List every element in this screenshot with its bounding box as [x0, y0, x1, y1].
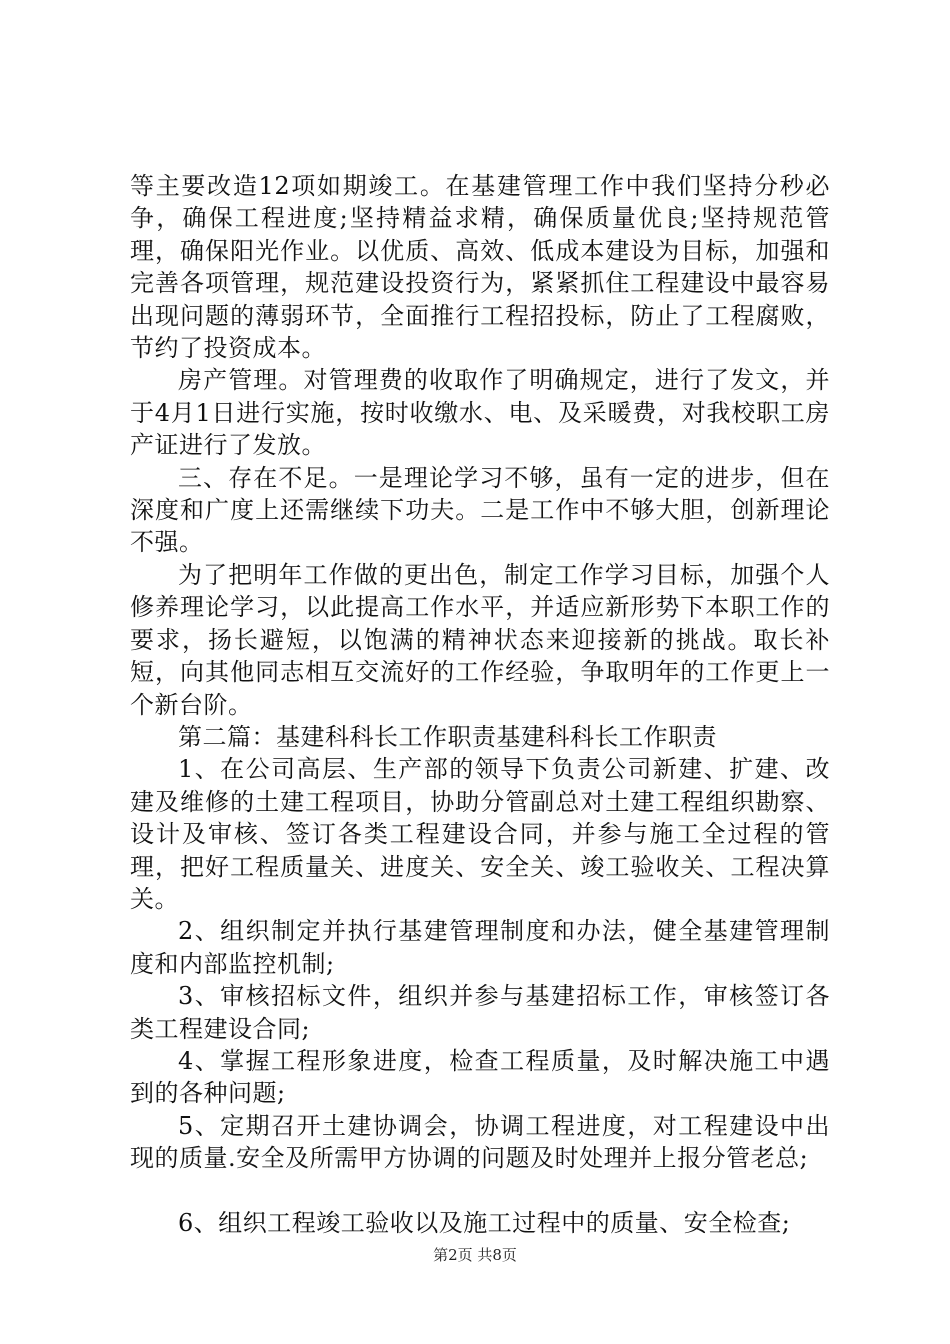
- duty-item-2: 2、组织制定并执行基建管理制度和办法，健全基建管理制度和内部监控机制;: [130, 917, 830, 978]
- duty-item-6: 6、组织工程竣工验收以及施工过程中的质量、安全检查;: [178, 1208, 791, 1237]
- paragraph-shortcomings: 三、存在不足。一是理论学习不够，虽有一定的进步，但在深度和广度上还需继续下功夫。二是工作中不够大胆，创新理论不强。: [130, 463, 830, 557]
- document-body: [130, 170, 830, 1239]
- duty-item-4: 4、掌握工程形象进度，检查工程质量，及时解决施工中遇到的各种问题;: [130, 1046, 830, 1108]
- page-number-label: 第2页 共8页: [433, 1246, 517, 1264]
- paragraph-property-management: 房产管理。对管理费的收取作了明确规定，进行了发文，并于4月1日进行实施，按时收缴水、电、及采暖费，对我校职工房产证进行了发放。: [130, 366, 830, 460]
- paragraph-next-year-goals: 为了把明年工作做的更出色，制定工作学习目标，加强个人修养理论学习，以此提高工作水平，并适应新形势下本职工作的要求，扬长避短，以饱满的精神状态来迎接新的挑战。取长补短，向其他同志相互交流好的工作经验，争取明年的工作更上一个新台阶。: [130, 560, 830, 719]
- duty-item-3: 3、审核招标文件，组织并参与基建招标工作，审核签订各类工程建设合同;: [130, 982, 830, 1043]
- paragraph-continuation: 等主要改造12项如期竣工。在基建管理工作中我们坚持分秒必争，确保工程进度;坚持精益求精，确保质量优良;坚持规范管理，确保阳光作业。以优质、高效、低成本建设为目标，加强和完善各项管理，规范建设投资行为，紧紧抓住工程建设中最容易出现问题的薄弱环节，全面推行工程招投标，防止了工程腐败，节约了投资成本。: [130, 172, 830, 363]
- page-footer: [0, 1245, 950, 1265]
- section-heading: 第二篇：基建科科长工作职责基建科科长工作职责: [178, 722, 717, 751]
- duty-item-1: 1、在公司高层、生产部的领导下负责公司新建、扩建、改建及维修的土建工程项目，协助分管副总对土建工程组织勘察、设计及审核、签订各类工程建设合同，并参与施工全过程的管理，把好工程质量关、进度关、安全关、竣工验收关、工程决算关。: [130, 755, 830, 913]
- duty-item-5: 5、定期召开土建协调会，协调工程进度，对工程建设中出现的质量.安全及所需甲方协调的问题及时处理并上报分管老总;: [130, 1111, 830, 1173]
